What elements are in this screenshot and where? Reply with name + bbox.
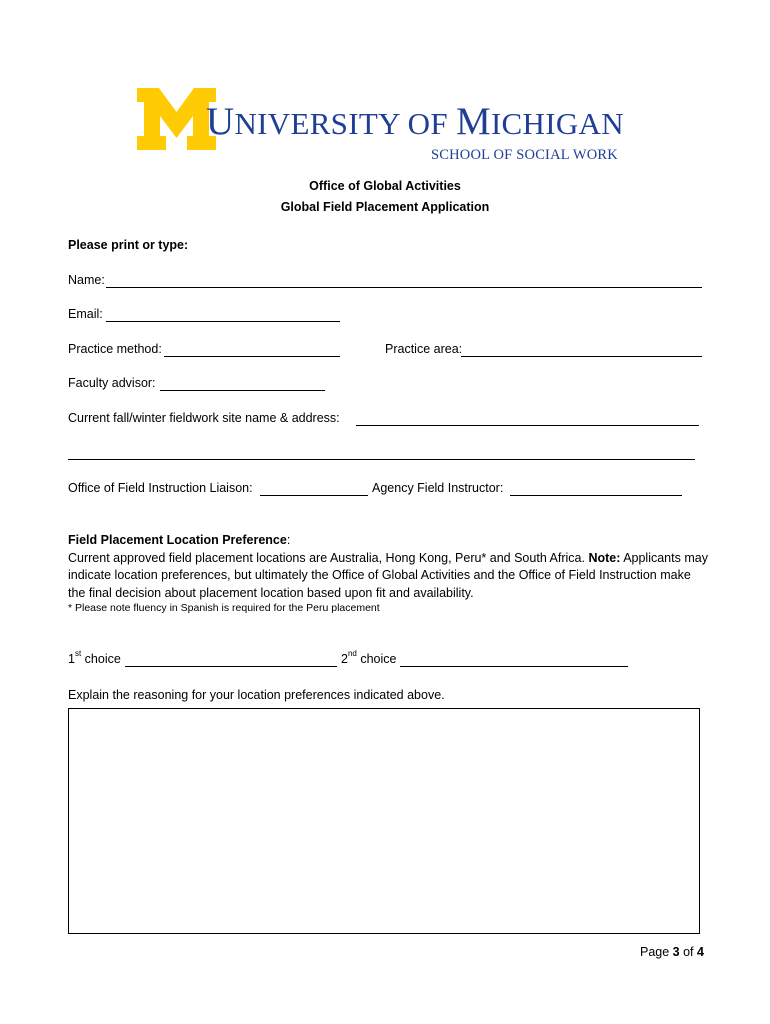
university-name: UNIVERSITY OF MICHIGAN [206, 100, 624, 143]
practice-method-label: Practice method: [68, 342, 162, 356]
explain-prompt: Explain the reasoning for your location preferences indicated above. [68, 688, 445, 702]
form-title: Global Field Placement Application [280, 200, 490, 214]
current-site-address-field[interactable] [68, 459, 695, 460]
current-site-label: Current fall/winter fieldwork site name & address: [68, 411, 340, 425]
agency-instructor-field[interactable] [510, 495, 682, 496]
preference-heading: Field Placement Location Preference [68, 533, 287, 547]
practice-method-field[interactable] [164, 356, 340, 357]
faculty-advisor-field[interactable] [160, 390, 325, 391]
school-name: SCHOOL OF SOCIAL WORK [431, 147, 618, 163]
liaison-label: Office of Field Instruction Liaison: [68, 481, 253, 495]
first-choice-field[interactable] [125, 666, 337, 667]
practice-area-label: Practice area: [385, 342, 463, 356]
faculty-advisor-label: Faculty advisor: [68, 376, 156, 390]
peru-footnote: * Please note fluency in Spanish is required for the Peru placement [68, 602, 380, 614]
current-site-field[interactable] [356, 425, 699, 426]
page-number: Page 3 of 4 [640, 945, 704, 959]
name-label: Name: [68, 273, 105, 287]
second-choice-field[interactable] [400, 666, 628, 667]
preference-section: Field Placement Location Preference: Current approved field placement locations are Australia, Hong Kong, Peru* and South Africa. Note: Applicants may indicate location preferences, but ultimately the Office of Global Activities and the Office of Field Instruction make the final decision about placement location based upon fit and availability. [68, 532, 708, 602]
first-choice-label: 1st choice [68, 649, 121, 666]
email-field[interactable] [106, 321, 340, 322]
note-label: Note: [588, 550, 621, 565]
instructions-text: Please print or type: [68, 238, 189, 252]
liaison-field[interactable] [260, 495, 368, 496]
second-choice-label: 2nd choice [341, 649, 397, 666]
practice-area-field[interactable] [461, 356, 702, 357]
agency-instructor-label: Agency Field Instructor: [372, 481, 504, 495]
explanation-textbox[interactable] [68, 708, 700, 934]
name-field[interactable] [106, 287, 702, 288]
email-label: Email: [68, 307, 103, 321]
office-title: Office of Global Activities [309, 179, 461, 193]
university-block-m-logo [137, 88, 216, 150]
preference-paragraph: Current approved field placement locations are Australia, Hong Kong, Peru* and South Africa. Note: Applicants may indicate location preferences, but ultimately the Office of Global Activities and the Office of Field Instruction make the final decision about placement location based upon fit and availability. [68, 550, 708, 600]
